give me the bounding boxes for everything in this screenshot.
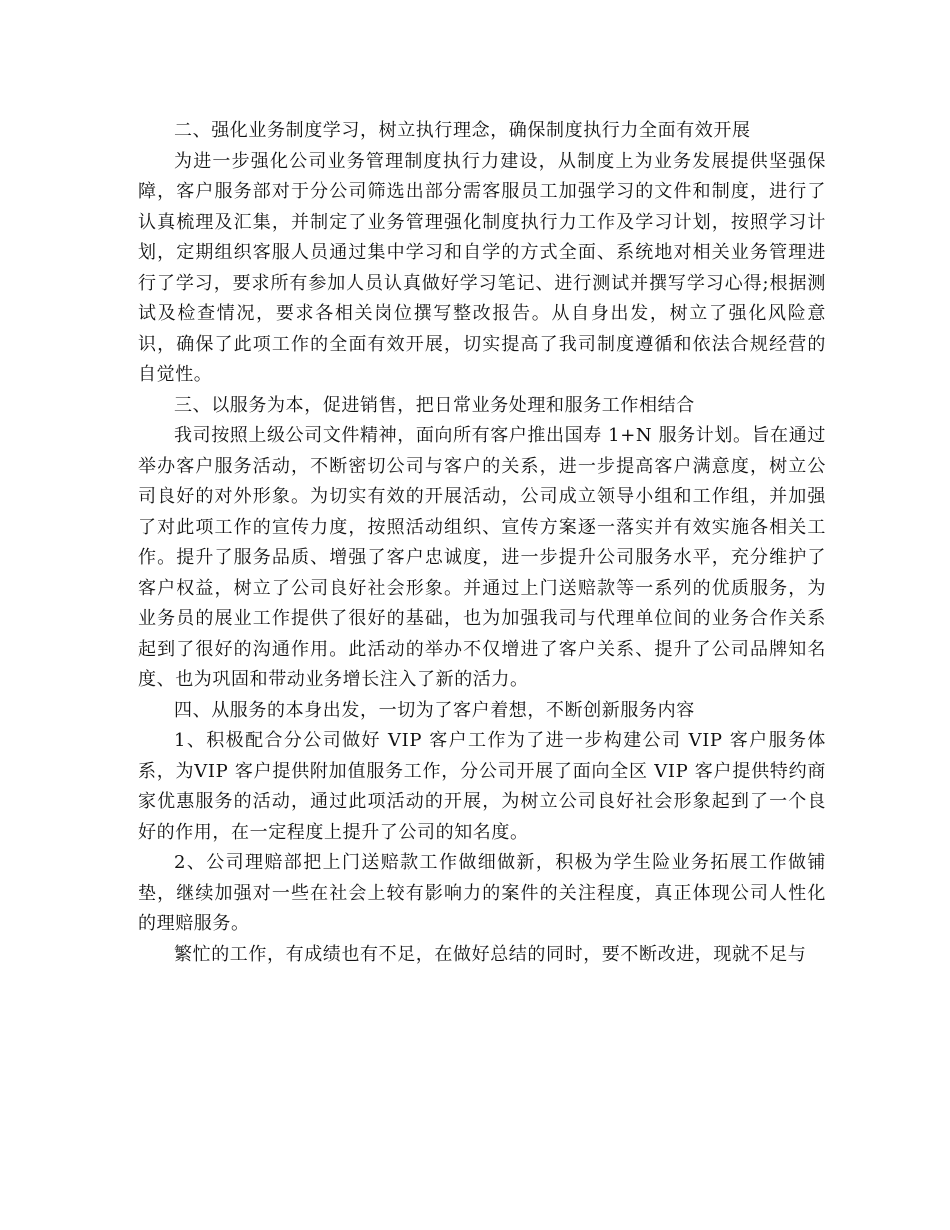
section-heading-4: 四、从服务的本身出发，一切为了客户着想，不断创新服务内容 [174, 699, 695, 721]
paragraph-section-4-item-2: 2、公司理赔部把上门送赔款工作做细做新，积极为学生险业务拓展工作做铺垫，继续加强对一些在社会上较有影响力的案件的关注程度，真正体现公司人性化的理赔服务。 [138, 852, 826, 934]
section-heading-2: 二、强化业务制度学习，树立执行理念，确保制度执行力全面有效开展 [174, 120, 751, 141]
paragraph-closing: 繁忙的工作，有成绩也有不足，在做好总结的同时，要不断改进，现就不足与 [174, 943, 807, 965]
paragraph-section-4-item-1: 1、积极配合分公司做好 VIP 客户工作为了进一步构建公司 VIP 客户服务体系，为VIP 客户提供附加值服务工作，分公司开展了面向全区 VIP 客户提供特约商家优惠服务的活动，通过此项活动的开展，为树立公司良好社会形象起到了一个良好的作用，在一定程度上提升了公司的知名度。 [138, 730, 826, 843]
paragraph-section-2: 为进一步强化公司业务管理制度执行力建设，从制度上为业务发展提供坚强保障，客户服务部对于分公司筛选出部分需客服员工加强学习的文件和制度，进行了认真梳理及汇集，并制定了业务管理强化制度执行力工作及学习计划，按照学习计划，定期组织客服人员通过集中学习和自学的方式全面、系统地对相关业务管理进行了学习，要求所有参加人员认真做好学习笔记、进行测试并撰写学习心得;根据测试及检查情况，要求各相关岗位撰写整改报告。从自身出发，树立了强化风险意识，确保了此项工作的全面有效开展，切实提高了我司制度遵循和依法合规经营的自觉性。 [138, 150, 826, 385]
section-heading-3: 三、以服务为本，促进销售，把日常业务处理和服务工作相结合 [174, 394, 695, 416]
paragraph-section-3: 我司按照上级公司文件精神，面向所有客户推出国寿 1+N 服务计划。旨在通过举办客户服务活动，不断密切公司与客户的关系，进一步提高客户满意度，树立公司良好的对外形象。为切实有效的开展活动，公司成立领导小组和工作组，并加强了对此项工作的宣传力度，按照活动组织、宣传方案逐一落实并有效实施各相关工作。提升了服务品质、增强了客户忠诚度，进一步提升公司服务水平，充分维护了客户权益，树立了公司良好社会形象。并通过上门送赔款等一系列的优质服务，为业务员的展业工作提供了很好的基础，也为加强我司与代理单位间的业务合作关系起到了很好的沟通作用。此活动的举办不仅增进了客户关系、提升了公司品牌知名度、也为巩固和带动业务增长注入了新的活力。 [138, 425, 826, 690]
document-body [138, 116, 826, 970]
